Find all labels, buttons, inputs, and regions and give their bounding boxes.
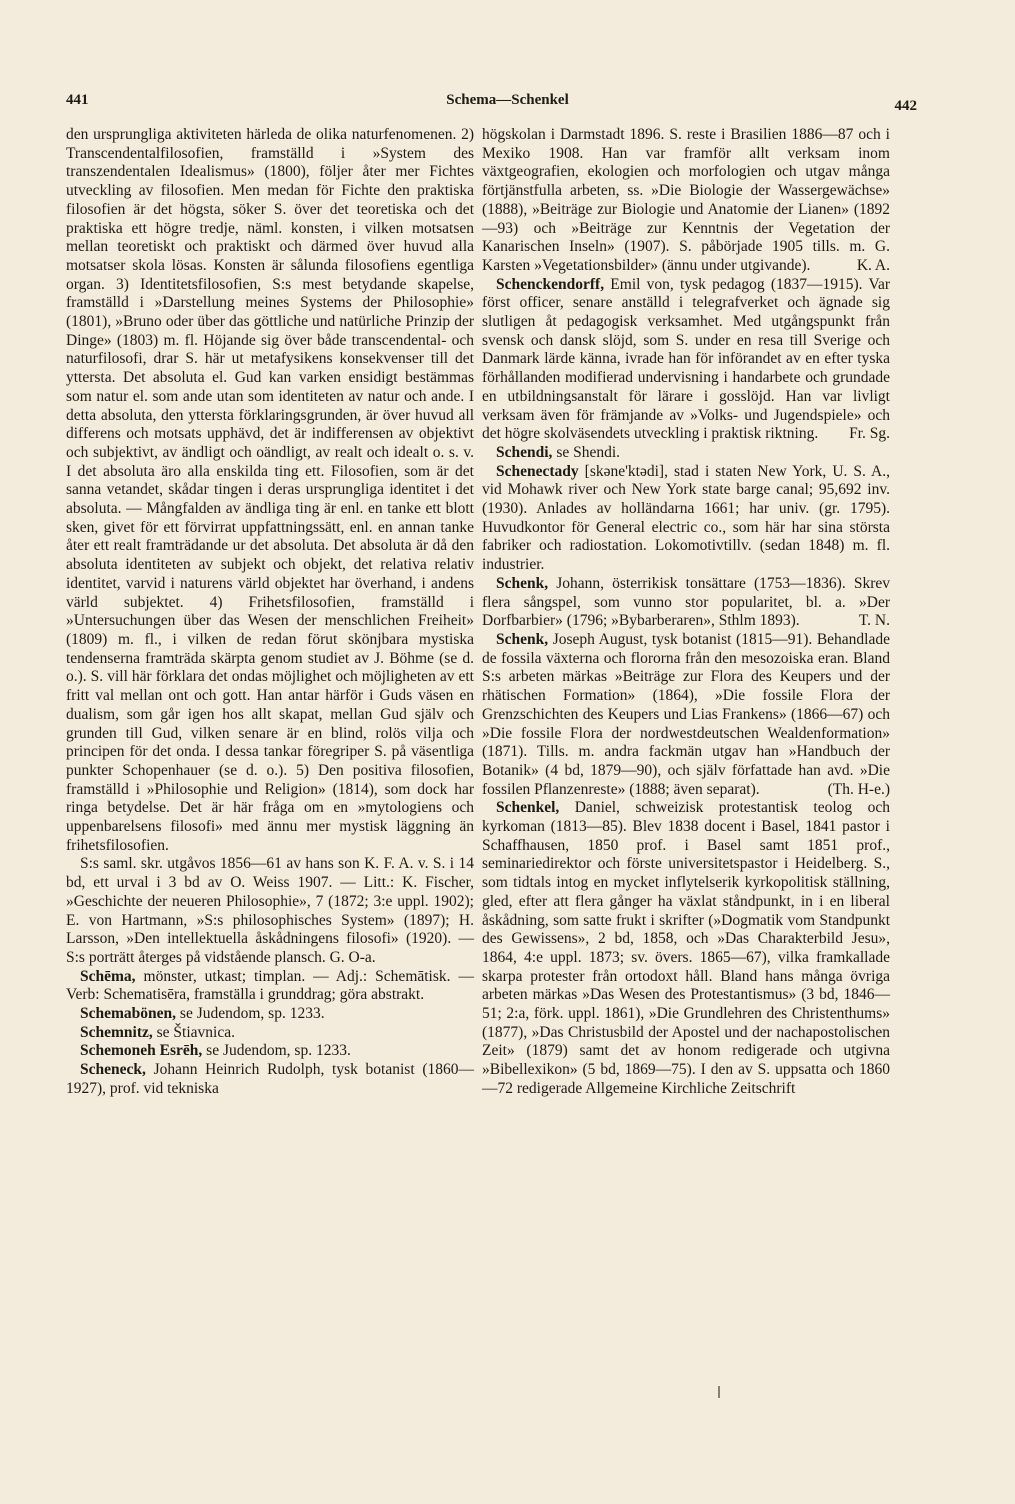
entry-text: Joseph August, tysk botanist (1815—91). Behandlade de fossila växterna och florornа från den mesozoiska eran. Bland S:s arbeten märkas »Beiträge zur Flora des Keupers und der rhätischen Formation» (1864), »Die fossile Flora der Grenzschichten des Keupers und Lias Frankens» (1866—67) och »Die fossile Flora der nordwestdeutschen Wealdenformation» (1871). Tills. m. andra fackmän utgav han »Handbuch der Botanik» (4 bd, 1879—90), och själv författade han avd. »Die fossilen Pflanzenreste» (1888; även separat). (482, 630, 890, 798)
right-column (482, 126, 890, 1099)
entry-headword: Schenkel, (496, 799, 560, 817)
entry-text: [skəne'ktədi], stad i staten New York, U. S. A., vid Mohawk river och New York state barge canal; 95,692 inv. (1930). Anlades av holländarna 1661; har univ. (gr. 1795). Huvudkontor för General electric co., som här har sina största fabriker och radiostation. Lokomotivtillv. (sedan 1848) m. fl. industrier. (482, 462, 890, 574)
entry-text: Johann, österrikisk tonsättare (1753—1836). Skrev flera sångspel, som vunno stor popularitet, bl. a. »Der Dorfbarbier» (1796; »Bybarberaren», Sthlm 1893). (482, 574, 890, 630)
right-page-number: 442 (894, 98, 917, 114)
entry-headword: Schemabönen, (80, 1005, 177, 1023)
entry (482, 575, 890, 631)
author-signature: Fr. Sg. (849, 425, 890, 443)
entry (66, 1005, 474, 1024)
left-entries (66, 968, 474, 1099)
entry-text: Emil von, tysk pedagog (1837—1915). Var först officer, senare anställd i telegrafverket och ägnade sig slutligen åt pedagogisk verksamhet. Med utgångspunkt från svensk och dansk slöjd, som S. under en resa till Sverige och Danmark lärde känna, ivrade han för införandet av en efter tyska förhållanden modifierad undervisning i handarbete och grundade en utbildningsanstalt för lärare i gosslöjd. Han var livligt verksam även för främjande av »Volks- und Jugendspiele» och det högre skolväsendets utveckling i praktisk riktning. (482, 275, 890, 443)
author-signature: T. N. (858, 612, 890, 630)
entry-text: se Judendom, sp. 1233. (202, 1042, 351, 1060)
schelling-text-continuation: den ursprungliga aktiviteten härleda de olika naturfenomenen. 2) Transcendentalfilosofien, framställd i »System des transzendentalen Idealismus» (1800), följer åter mer Fichtes utveckling av filosofien. Men medan för Fichte den praktiska filosofien är det högsta, söker S. över det teoretiska och det praktiska ett högre tredje, näml. konsten, i vilken motsatsen mellan teoretiskt och praktiskt och därmed över huvud alla motsatser skola lösas. Konsten är sålunda filosofiens egentliga organ. 3) Identitetsfilosofien, S:s mest betydande skapelse, framställd i »Darstellung meines Systems der Philosophie» (1801), »Bruno oder über das göttliche und natürliche Prinzip der Dinge» (1803) m. fl. Höjande sig över både transcendental- och naturfilosofi, drar S. här ut metafysikens konsekvenser till det yttersta. Det absoluta el. Gud kan varken ensidigt bestämmas som natur el. som ande utan som identiteten av natur och ande. I detta absoluta, den yttersta förklaringsgrunden, är över huvud all differens och motsats upphävd, det är indifferensen av objektivt och subjektivt, av ändligt och oändligt, av realt och idealt o. s. v. I det absoluta äro alla enskilda ting ett. Filosofien, som är det sanna vetandet, skådar tingen i deras ursprungliga identitet i det absoluta. — Mångfalden av ändliga ting är enl. en tanke ett blott sken, givet för ett förvirrat uppfattningssätt, enl. en annan tanke åter ett realt framträdande ur det absoluta. Det absoluta är då den absoluta identiteten av subjekt och objekt, det relativa relativ identitet, varvid i naturens värld objektet har överhand, i andens värld subjektet. 4) Frihetsfilosofien, framställd i »Untersuchungen über das Wesen der menschlichen Freiheit» (1809) m. fl., i vilken de redan förut skönjbara mystiska tendenserna framträda skärpta genom studiet av J. Böhme (se d. o.). S. vill här förklara det ondas möjlighet och möjligheten av ett fritt val mellan ont och gott. Han antar härför i Guds väsen en dualism, som går igen hos allt skapat, mellan Gud själv och grunden till Gud, vilken senare är en blind, rolös vilja och principen för det onda. I dessa tankar föregriper S. på väsentliga punkter Schopenhauer (se d. o.). 5) Den positiva filosofien, framställd i »Philosophie und Religion» (1814), som dock har ringa betydelse. Det är här fråga om en »mytologiens och uppenbarelsens filosofi» med ännu mer mystisk läggning än frihetsfilosofien. (66, 126, 474, 854)
left-column (66, 126, 474, 1099)
entry-text: mönster, utkast; timplan. — Adj.: Schemātisk. — Verb: Schematisēra, framställa i grunddrag; göra abstrakt. (66, 967, 474, 1004)
entry-text: Johann Heinrich Rudolph, tysk botanist (1860—1927), prof. vid tekniska (66, 1061, 474, 1097)
right-entries (482, 126, 890, 1099)
left-page-number: 441 (66, 92, 89, 108)
entry-headword: Schenckendorff, (496, 275, 605, 293)
entry-text: se Štiavnica. (152, 1023, 235, 1041)
entry-headword: Schendi, (496, 443, 553, 461)
entry (66, 968, 474, 1005)
entry (482, 444, 890, 463)
entry-headword: Scheneck, (80, 1061, 146, 1079)
entry-text: se Judendom, sp. 1233. (176, 1005, 325, 1023)
entry-headword: Schenk, (496, 574, 549, 592)
entry (482, 126, 890, 276)
margin-mark (718, 1386, 720, 1398)
entry-headword: Schemoneh Esrēh, (80, 1042, 203, 1060)
entry-headword: Schenectady (496, 462, 579, 480)
entry-headword: Schenk, (496, 630, 549, 648)
entry-text: se Shendi. (552, 443, 621, 461)
entry-text: högskolan i Darmstadt 1896. S. reste i Brasilien 1886—87 och i Mexiko 1908. Han var framför allt verksam inom växtgeografien, ekologien och morfologien och utgav många förtjänstfulla arbeten, ss. »Die Biologie der Wassergewächse» (1888), »Beiträge zur Biologie und Anatomie der Lianen» (1892—93) och »Beiträge zur Kenntnis der Vegetation der Kanarischen Inseln» (1907). S. påbörjade 1905 tills. m. G. Karsten »Vegetationsbilder» (ännu under utgivande). (482, 126, 890, 274)
entry (482, 799, 890, 1098)
entry (66, 1024, 474, 1043)
schelling-literature: S:s saml. skr. utgåvos 1856—61 av hans son K. F. A. v. S. i 14 bd, ett urval i 3 bd av O. Weiss 1907. — Litt.: K. Fischer, »Geschichte der neueren Philosophie», 7 (1872; 3:e uppl. 1902); E. von Hartmann, »S:s philosophisches System» (1897); H. Larsson, »Den intellektuella åskådningens filosofi» (1920). — S:s porträtt återges på vidstående plansch. G. O-a. (66, 855, 474, 966)
entry (482, 463, 890, 575)
entry-headword: Schēma, (80, 967, 136, 985)
entry-headword: Schemnitz, (80, 1023, 153, 1041)
running-header: Schema—Schenkel (446, 92, 569, 108)
entry (482, 276, 890, 444)
entry (482, 631, 890, 799)
entry (66, 1061, 474, 1098)
author-signature: K. A. (856, 256, 890, 274)
author-signature: (Th. H-e.) (827, 780, 890, 798)
entry-text: Daniel, schweizisk protestantisk teolog och kyrkoman (1813—85). Blev 1838 docent i Basel, 1841 pastor i Schaffhausen, 1850 prof. i Basel samt 1851 prof., seminariedirektor och förste universitetspastor i Heidelberg. S., som tidtals intog en mycket inflytelserik kyrkopolitisk ställning, gled, efter att flera gånger ha växlat ståndpunkt, in i en liberal åskådning, som satte frukt i skrifter (»Dogmatik vom Standpunkt des Gewissens», 2 bd, 1858, och »Das Charakterbild Jesu», 1864, 4:e uppl. 1873; sv. övers. 1865—67), vilka framkallade skarpa protester från ortodoxt håll. Bland hans många övriga arbeten märkas »Das Wesen des Protestantismus» (3 bd, 1846—51; 2:a, förk. uppl. 1861), »Die Grundlehren des Christenthums» (1877), »Das Christusbild der Apostel und der nachapostolischen Zeit» (1879) samt det av honom redigerade och utgivna »Bibellexikon» (5 bd, 1869—75). I den av S. uppsatta och 1860—72 redigerade Allgemeine Kirchliche Zeitschrift (482, 799, 890, 1097)
entry (66, 1042, 474, 1061)
